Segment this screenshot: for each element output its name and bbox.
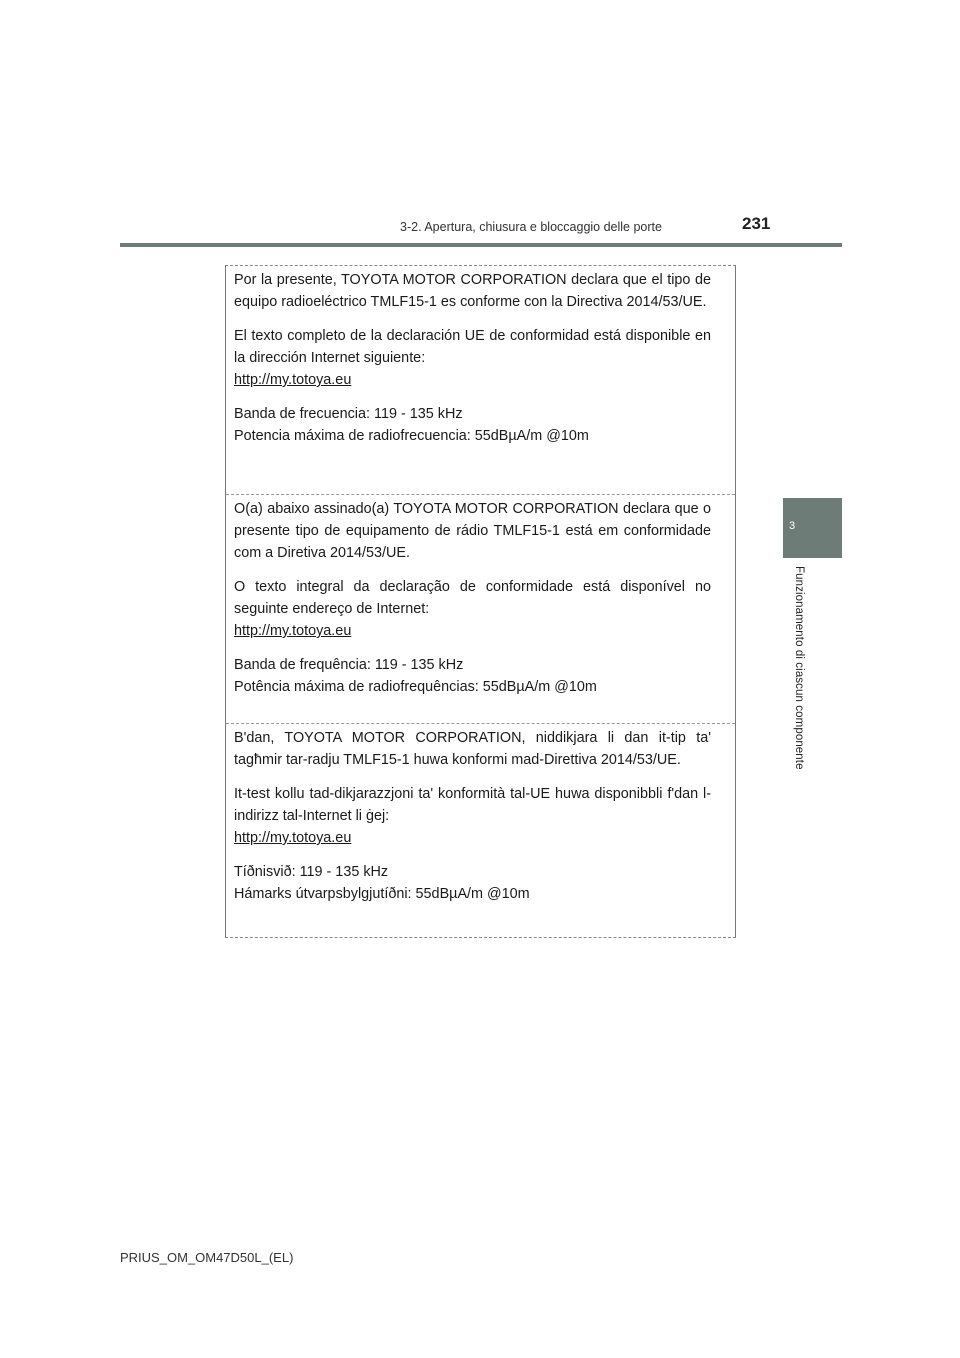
declaration-availability: O texto integral da declaração de conformidade está disponível no seguinte endereço de Internet:	[234, 579, 711, 617]
header-rule	[120, 243, 842, 247]
frequency-band: Banda de frequência: 119 - 135 kHz	[234, 657, 464, 673]
declaration-section-pt	[226, 495, 735, 724]
declaration-section-es	[226, 266, 735, 495]
declaration-statement: B'dan, TOYOTA MOTOR CORPORATION, niddikjara li dan it-tip ta' tagħmir tar-radju TMLF15-1 huwa konformi mad-Direttiva 2014/53/UE.	[234, 730, 711, 768]
frequency-band: Banda de frecuencia: 119 - 135 kHz	[234, 406, 463, 422]
declaration-table	[225, 265, 736, 938]
chapter-number: 3	[789, 520, 796, 532]
document-code: PRIUS_OM_OM47D50L_(EL)	[120, 1250, 294, 1265]
declaration-link[interactable]: http://my.totoya.eu	[234, 372, 352, 388]
declaration-availability: It-test kollu tad-dikjarazzjoni ta' konformità tal-UE huwa disponibbli f'dan l-indirizz tal-Internet li ġej:	[234, 786, 711, 824]
max-power: Potencia máxima de radiofrecuencia: 55dBµA/m @10m	[234, 428, 589, 444]
page-number: 231	[742, 214, 771, 233]
section-title: 3-2. Apertura, chiusura e bloccaggio delle porte	[400, 220, 662, 234]
chapter-label: Funzionamento di ciascun componente	[793, 566, 805, 770]
declaration-link[interactable]: http://my.totoya.eu	[234, 623, 352, 639]
declaration-link[interactable]: http://my.totoya.eu	[234, 830, 352, 846]
declaration-statement: Por la presente, TOYOTA MOTOR CORPORATION declara que el tipo de equipo radioeléctrico TMLF15-1 es conforme con la Directiva 2014/53/UE.	[234, 272, 711, 310]
declaration-statement: O(a) abaixo assinado(a) TOYOTA MOTOR CORPORATION declara que o presente tipo de equipamento de rádio TMLF15-1 está em conformidade com a Diretiva 2014/53/UE.	[234, 501, 711, 561]
chapter-tab	[783, 498, 842, 558]
declaration-availability: El texto completo de la declaración UE de conformidad está disponible en la dirección Internet siguiente:	[234, 328, 711, 366]
frequency-band: Tíðnisvið: 119 - 135 kHz	[234, 864, 389, 880]
max-power: Hámarks útvarpsbylgjutíðni: 55dBµA/m @10m	[234, 886, 530, 902]
declaration-section-mt	[226, 724, 735, 937]
max-power: Potência máxima de radiofrequências: 55dBµA/m @10m	[234, 679, 597, 695]
